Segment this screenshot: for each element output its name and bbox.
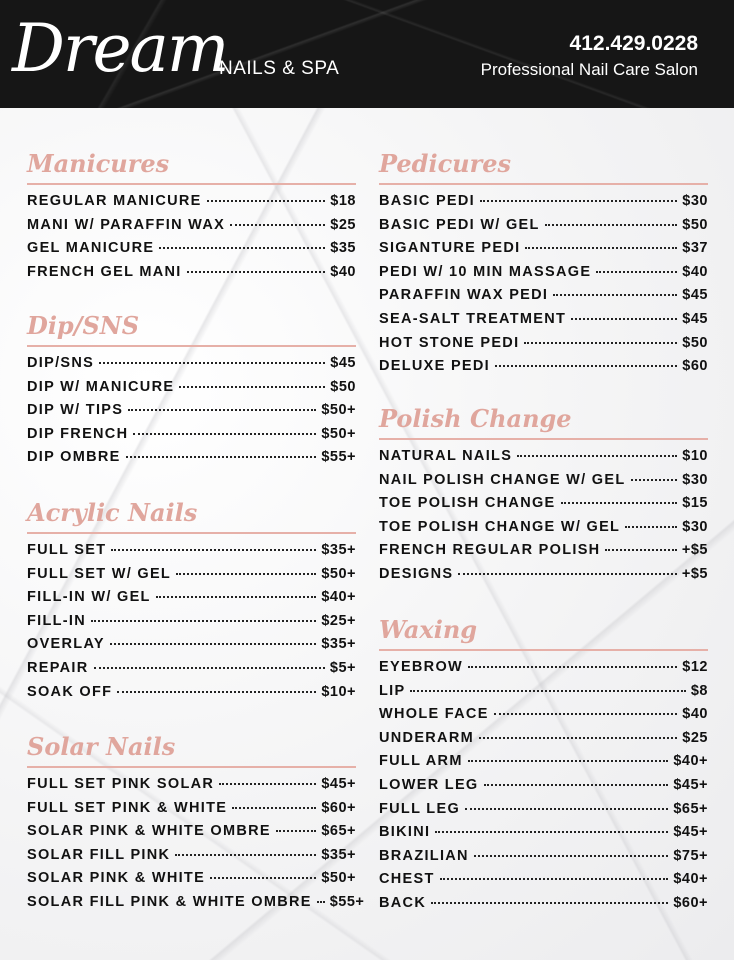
service-name: SIGANTURE PEDI bbox=[379, 240, 521, 257]
section-title: Waxing bbox=[379, 615, 478, 644]
dot-leader bbox=[410, 690, 685, 692]
service-price: $45+ bbox=[673, 824, 708, 841]
logo-wordmark: Dream bbox=[12, 10, 228, 87]
service-price: $45 bbox=[682, 310, 708, 327]
service-name: DIP W/ TIPS bbox=[27, 402, 124, 419]
service-price: $25 bbox=[330, 216, 356, 233]
service-name: FRENCH GEL MANI bbox=[27, 263, 182, 280]
service-price: $8 bbox=[690, 682, 708, 699]
dot-leader bbox=[631, 479, 678, 481]
service-name: SOLAR PINK & WHITE bbox=[27, 870, 206, 887]
service-name: FULL SET W/ GEL bbox=[27, 565, 172, 582]
service-price: $65+ bbox=[321, 823, 356, 840]
menu-item-row bbox=[379, 542, 708, 566]
dot-leader bbox=[156, 596, 317, 598]
service-name: SOLAR FILL PINK & WHITE OMBRE bbox=[27, 893, 312, 910]
menu-item-row bbox=[379, 495, 708, 519]
menu-item-row bbox=[27, 542, 356, 566]
dot-leader bbox=[553, 294, 677, 296]
dot-leader bbox=[431, 902, 668, 904]
service-price: $35 bbox=[330, 240, 356, 257]
menu-item-row bbox=[27, 870, 356, 894]
menu-item-row bbox=[27, 217, 356, 241]
service-name: BRAZILIAN bbox=[379, 847, 469, 864]
service-price: +$5 bbox=[681, 542, 708, 559]
section-divider bbox=[379, 438, 708, 440]
menu-item-row bbox=[379, 358, 708, 382]
service-name: FILL-IN W/ GEL bbox=[27, 589, 151, 606]
service-price: $50 bbox=[330, 378, 356, 395]
dot-leader bbox=[435, 831, 668, 833]
service-price: $50 bbox=[682, 334, 708, 351]
service-price: +$5 bbox=[681, 565, 708, 582]
menu-item-row bbox=[27, 449, 356, 473]
service-name: LOWER LEG bbox=[379, 776, 479, 793]
service-name: SOLAR PINK & WHITE OMBRE bbox=[27, 823, 271, 840]
menu-item-row bbox=[27, 684, 356, 708]
menu-item-row bbox=[379, 683, 708, 707]
service-name: LIP bbox=[379, 682, 406, 699]
service-name: GEL MANICURE bbox=[27, 240, 155, 257]
menu-item-row bbox=[27, 823, 356, 847]
menu-item-row bbox=[379, 871, 708, 895]
service-name: DIP OMBRE bbox=[27, 449, 121, 466]
service-price: $5+ bbox=[329, 659, 356, 676]
menu-item-row bbox=[379, 777, 708, 801]
menu-item-row bbox=[27, 355, 356, 379]
section-divider bbox=[27, 532, 356, 534]
service-list bbox=[379, 448, 708, 590]
service-price: $15 bbox=[682, 495, 708, 512]
section-divider bbox=[27, 183, 356, 185]
menu-item-row bbox=[379, 240, 708, 264]
menu-item-row bbox=[27, 847, 356, 871]
dot-leader bbox=[495, 365, 677, 367]
dot-leader bbox=[571, 318, 677, 320]
dot-leader bbox=[517, 455, 677, 457]
service-price: $55+ bbox=[329, 893, 365, 910]
dot-leader bbox=[561, 502, 678, 504]
service-price: $45+ bbox=[321, 776, 356, 792]
dot-leader bbox=[179, 386, 325, 388]
phone-number[interactable]: 412.429.0228 bbox=[569, 32, 698, 55]
dot-leader bbox=[317, 901, 325, 903]
dot-leader bbox=[484, 784, 669, 786]
service-name: TOE POLISH CHANGE W/ GEL bbox=[379, 518, 621, 535]
service-list bbox=[27, 776, 365, 918]
section-acrylic-nails bbox=[27, 499, 356, 707]
service-price: $25+ bbox=[321, 612, 356, 629]
dot-leader bbox=[117, 691, 316, 693]
menu-item-row bbox=[27, 566, 356, 590]
menu-item-row bbox=[27, 240, 356, 264]
service-price: $25 bbox=[682, 729, 708, 746]
menu-item-row bbox=[379, 824, 708, 848]
section-pedicures bbox=[379, 150, 708, 382]
service-name: OVERLAY bbox=[27, 636, 105, 653]
service-name: TOE POLISH CHANGE bbox=[379, 495, 556, 512]
service-name: SOAK OFF bbox=[27, 683, 113, 700]
menu-item-row bbox=[27, 264, 356, 288]
service-name: REGULAR MANICURE bbox=[27, 193, 202, 209]
section-polish-change bbox=[379, 405, 708, 590]
service-name: DESIGNS bbox=[379, 565, 454, 582]
service-price: $37 bbox=[682, 240, 708, 257]
menu-item-row bbox=[379, 848, 708, 872]
service-name: FULL LEG bbox=[379, 800, 461, 817]
dot-leader bbox=[525, 247, 677, 249]
menu-item-row bbox=[27, 776, 356, 800]
service-name: FULL SET PINK & WHITE bbox=[27, 799, 228, 816]
service-list bbox=[27, 193, 356, 287]
service-name: UNDERARM bbox=[379, 729, 474, 746]
service-name: DELUXE PEDI bbox=[379, 358, 490, 375]
service-price: $50+ bbox=[321, 402, 356, 419]
salon-tagline: Professional Nail Care Salon bbox=[480, 60, 698, 79]
service-name: DIP FRENCH bbox=[27, 425, 129, 442]
menu-item-row bbox=[379, 287, 708, 311]
dot-leader bbox=[230, 224, 325, 226]
menu-item-row bbox=[379, 753, 708, 777]
service-price: $40 bbox=[682, 263, 708, 280]
service-name: CHEST bbox=[379, 871, 435, 888]
dot-leader bbox=[545, 224, 678, 226]
dot-leader bbox=[479, 737, 677, 739]
service-name: NATURAL NAILS bbox=[379, 448, 513, 464]
dot-leader bbox=[605, 549, 676, 551]
service-name: FRENCH REGULAR POLISH bbox=[379, 542, 601, 559]
menu-item-row bbox=[27, 589, 356, 613]
service-price: $30 bbox=[682, 471, 708, 488]
menu-item-row bbox=[27, 193, 356, 217]
menu-item-row bbox=[379, 217, 708, 241]
dot-leader bbox=[625, 526, 677, 528]
service-name: HOT STONE PEDI bbox=[379, 334, 520, 351]
service-name: PARAFFIN WAX PEDI bbox=[379, 287, 549, 304]
menu-item-row bbox=[379, 801, 708, 825]
dot-leader bbox=[91, 620, 316, 622]
section-title: Manicures bbox=[27, 149, 170, 178]
dot-leader bbox=[210, 877, 316, 879]
service-price: $50+ bbox=[321, 565, 356, 582]
header-banner bbox=[0, 0, 734, 108]
service-price: $10 bbox=[682, 448, 708, 464]
menu-item-row bbox=[379, 264, 708, 288]
service-name: DIP W/ MANICURE bbox=[27, 378, 175, 395]
menu-item-row bbox=[379, 895, 708, 919]
dot-leader bbox=[187, 271, 326, 273]
service-name: REPAIR bbox=[27, 659, 89, 676]
section-title: Acrylic Nails bbox=[27, 498, 198, 527]
menu-item-row bbox=[27, 660, 356, 684]
menu-item-row bbox=[27, 426, 356, 450]
section-divider bbox=[379, 183, 708, 185]
menu-item-row bbox=[27, 379, 356, 403]
service-price: $40 bbox=[682, 706, 708, 723]
service-name: BIKINI bbox=[379, 824, 431, 841]
service-name: BASIC PEDI bbox=[379, 193, 475, 209]
dot-leader bbox=[111, 549, 316, 551]
service-price: $40+ bbox=[321, 589, 356, 606]
service-price: $30 bbox=[682, 193, 708, 209]
service-price: $65+ bbox=[673, 800, 708, 817]
section-dip-sns bbox=[27, 312, 356, 473]
service-price: $40 bbox=[330, 263, 356, 280]
service-price: $40+ bbox=[673, 871, 708, 888]
section-divider bbox=[379, 649, 708, 651]
service-list bbox=[379, 193, 708, 382]
logo-subtitle: NAILS & SPA bbox=[219, 58, 340, 79]
section-title: Pedicures bbox=[379, 149, 512, 178]
section-waxing bbox=[379, 616, 708, 919]
dot-leader bbox=[176, 573, 316, 575]
dot-leader bbox=[440, 878, 669, 880]
menu-item-row bbox=[379, 659, 708, 683]
service-name: BACK bbox=[379, 894, 427, 911]
service-name: SEA-SALT TREATMENT bbox=[379, 310, 567, 327]
service-price: $50+ bbox=[321, 425, 356, 442]
dot-leader bbox=[276, 830, 316, 832]
dot-leader bbox=[219, 783, 316, 785]
dot-leader bbox=[474, 855, 668, 857]
service-price: $35+ bbox=[321, 542, 356, 558]
service-name: FULL SET bbox=[27, 542, 107, 558]
section-title: Dip/SNS bbox=[27, 311, 140, 340]
dot-leader bbox=[207, 200, 326, 202]
dot-leader bbox=[596, 271, 677, 273]
section-title: Polish Change bbox=[379, 404, 572, 433]
menu-item-row bbox=[379, 730, 708, 754]
service-price: $35+ bbox=[321, 636, 356, 653]
dot-leader bbox=[494, 713, 678, 715]
section-title: Solar Nails bbox=[27, 732, 176, 761]
dot-leader bbox=[468, 760, 669, 762]
service-list bbox=[27, 542, 356, 707]
service-price: $45 bbox=[330, 355, 356, 371]
service-price: $75+ bbox=[673, 847, 708, 864]
menu-item-row bbox=[379, 519, 708, 543]
menu-item-row bbox=[379, 448, 708, 472]
service-name: EYEBROW bbox=[379, 659, 464, 675]
service-name: FULL ARM bbox=[379, 753, 463, 770]
service-price: $12 bbox=[682, 659, 708, 675]
dot-leader bbox=[468, 666, 677, 668]
service-name: PEDI W/ 10 MIN MASSAGE bbox=[379, 263, 592, 280]
service-list bbox=[379, 659, 708, 919]
service-price: $45+ bbox=[673, 776, 708, 793]
section-divider bbox=[27, 766, 356, 768]
dot-leader bbox=[480, 200, 677, 202]
service-price: $40+ bbox=[673, 753, 708, 770]
service-name: SOLAR FILL PINK bbox=[27, 846, 171, 863]
dot-leader bbox=[110, 643, 316, 645]
service-name: WHOLE FACE bbox=[379, 706, 489, 723]
service-name: DIP/SNS bbox=[27, 355, 95, 371]
dot-leader bbox=[465, 808, 668, 810]
section-solar-nails bbox=[27, 732, 365, 918]
dot-leader bbox=[524, 342, 677, 344]
menu-item-row bbox=[379, 193, 708, 217]
service-price: $60 bbox=[682, 358, 708, 375]
menu-item-row bbox=[27, 800, 356, 824]
service-name: FILL-IN bbox=[27, 612, 87, 629]
dot-leader bbox=[458, 573, 677, 575]
service-price: $60+ bbox=[321, 799, 356, 816]
dot-leader bbox=[175, 854, 316, 856]
menu-item-row bbox=[27, 613, 356, 637]
service-price: $50 bbox=[682, 216, 708, 233]
dot-leader bbox=[99, 362, 325, 364]
section-manicures bbox=[27, 150, 356, 287]
menu-item-row bbox=[379, 706, 708, 730]
dot-leader bbox=[159, 247, 325, 249]
service-name: NAIL POLISH CHANGE W/ GEL bbox=[379, 471, 626, 488]
dot-leader bbox=[128, 409, 316, 411]
service-price: $55+ bbox=[321, 449, 356, 466]
service-price: $60+ bbox=[673, 894, 708, 911]
menu-item-row bbox=[27, 636, 356, 660]
service-price: $50+ bbox=[321, 870, 356, 887]
service-name: BASIC PEDI W/ GEL bbox=[379, 216, 540, 233]
menu-item-row bbox=[379, 311, 708, 335]
menu-item-row bbox=[379, 472, 708, 496]
service-list bbox=[27, 355, 356, 473]
dot-leader bbox=[126, 456, 317, 458]
menu-item-row bbox=[379, 335, 708, 359]
menu-item-row bbox=[27, 893, 365, 918]
service-price: $10+ bbox=[321, 683, 356, 700]
menu-item-row bbox=[27, 402, 356, 426]
dot-leader bbox=[94, 667, 325, 669]
service-price: $18 bbox=[330, 193, 356, 209]
service-name: FULL SET PINK SOLAR bbox=[27, 776, 215, 792]
dot-leader bbox=[133, 433, 316, 435]
service-price: $35+ bbox=[321, 846, 356, 863]
service-price: $45 bbox=[682, 287, 708, 304]
dot-leader bbox=[232, 807, 316, 809]
service-name: MANI W/ PARAFFIN WAX bbox=[27, 216, 226, 233]
menu-item-row bbox=[379, 566, 708, 590]
service-price: $30 bbox=[682, 518, 708, 535]
section-divider bbox=[27, 345, 356, 347]
